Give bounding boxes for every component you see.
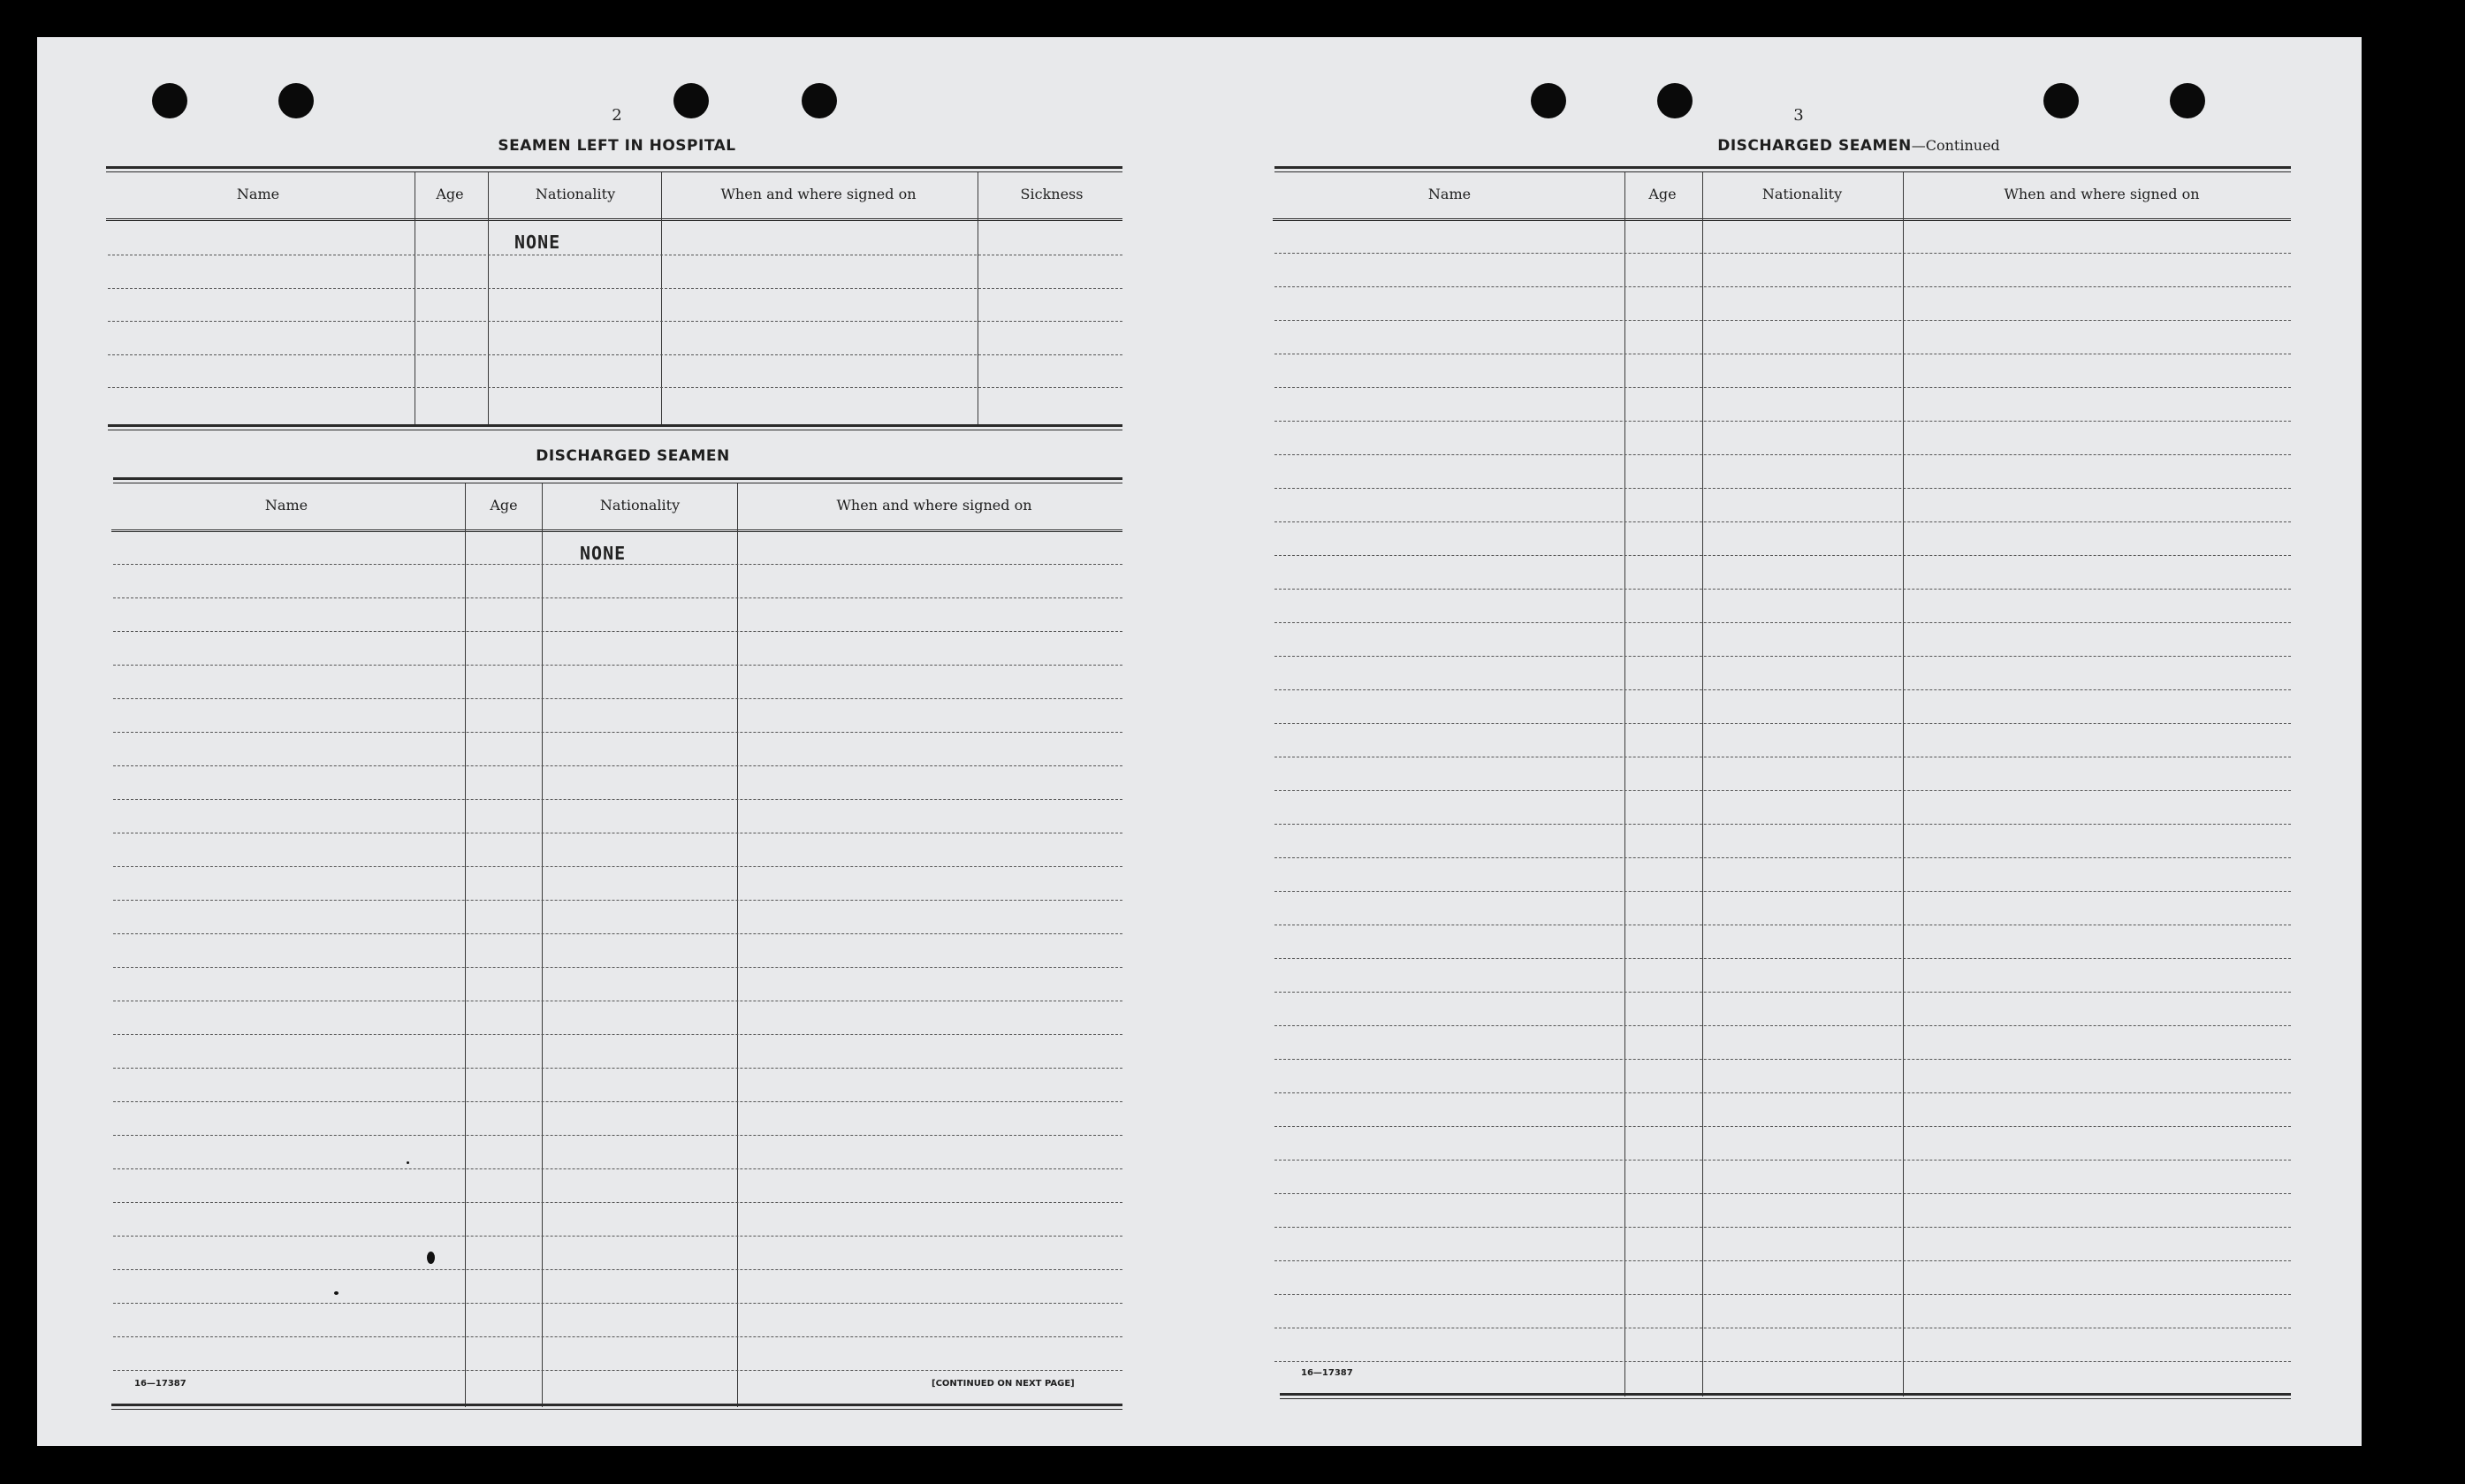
discharged-continued-title: DISCHARGED SEAMEN—Continued — [1717, 137, 2000, 155]
entry-row — [113, 1168, 1122, 1169]
entry-row — [108, 354, 1122, 355]
col-header-nationality: Nationality — [599, 497, 681, 514]
col-header-age: Age — [436, 186, 464, 202]
entry-row — [1274, 790, 2291, 791]
col-header-name: Name — [1427, 186, 1472, 202]
col-header-name: Name — [264, 497, 308, 514]
punch-hole — [278, 83, 314, 118]
continued-note: [CONTINUED ON NEXT PAGE] — [932, 1379, 1075, 1389]
entry-row — [113, 631, 1122, 632]
discharged-section-title: DISCHARGED SEAMEN — [536, 447, 730, 465]
entry-row — [1274, 387, 2291, 388]
entry-row — [1274, 286, 2291, 287]
col-header-signed-on: When and where signed on — [720, 186, 917, 202]
entry-row — [113, 732, 1122, 733]
entry-row — [1274, 891, 2291, 892]
entry-row — [108, 387, 1122, 388]
entry-row — [1274, 320, 2291, 321]
entry-row — [113, 665, 1122, 666]
entry-row — [1274, 857, 2291, 858]
entry-row — [113, 1068, 1122, 1069]
entry-row — [113, 1370, 1122, 1371]
entry-row — [113, 1269, 1122, 1270]
entry-row — [1274, 421, 2291, 422]
entry-row — [1274, 1193, 2291, 1194]
punch-hole — [1657, 83, 1693, 118]
entry-row — [113, 933, 1122, 934]
page-number-left: 2 — [612, 106, 622, 125]
entry-row — [1274, 1059, 2291, 1060]
entry-row — [113, 900, 1122, 901]
entry-row — [113, 1135, 1122, 1136]
entry-row — [113, 765, 1122, 766]
form-number-left: 16—17387 — [134, 1379, 186, 1389]
entry-row — [113, 799, 1122, 800]
entry-row — [113, 1236, 1122, 1237]
punch-hole — [802, 83, 837, 118]
entry-row — [108, 321, 1122, 322]
form-sheet — [37, 37, 2362, 1446]
punch-hole — [2043, 83, 2079, 118]
entry-row — [1274, 253, 2291, 254]
entry-row — [1274, 1361, 2291, 1362]
entry-row — [113, 866, 1122, 867]
entry-row — [1274, 824, 2291, 825]
col-header-sickness: Sickness — [1020, 186, 1084, 202]
entry-row — [108, 288, 1122, 289]
col-header-nationality: Nationality — [1761, 186, 1843, 202]
ink-speck — [407, 1161, 409, 1164]
entry-row — [113, 1034, 1122, 1035]
entry-row — [113, 698, 1122, 699]
entry-row — [1274, 521, 2291, 522]
punch-hole — [1531, 83, 1566, 118]
hospital-entry: NONE — [514, 232, 561, 253]
entry-row — [1274, 958, 2291, 959]
col-header-age: Age — [490, 497, 518, 514]
page-number-right: 3 — [1793, 106, 1804, 125]
entry-row — [1274, 689, 2291, 690]
entry-row — [1274, 1126, 2291, 1127]
col-header-signed-on: When and where signed on — [836, 497, 1032, 514]
entry-row — [1274, 723, 2291, 724]
hospital-section-title: SEAMEN LEFT IN HOSPITAL — [498, 137, 736, 155]
entry-row — [1274, 454, 2291, 455]
col-header-age: Age — [1648, 186, 1677, 202]
entry-row — [1274, 1092, 2291, 1093]
entry-row — [1274, 656, 2291, 657]
entry-row — [113, 597, 1122, 598]
col-header-name: Name — [236, 186, 280, 202]
entry-row — [113, 1336, 1122, 1337]
col-header-signed-on: When and where signed on — [2004, 186, 2200, 202]
entry-row — [1274, 1294, 2291, 1295]
ink-speck — [427, 1252, 435, 1264]
entry-row — [1274, 589, 2291, 590]
entry-row — [113, 564, 1122, 565]
entry-row — [1274, 992, 2291, 993]
entry-row — [113, 967, 1122, 968]
entry-row — [1274, 1160, 2291, 1161]
entry-row — [113, 1101, 1122, 1102]
entry-row — [1274, 1025, 2291, 1026]
form-number-right: 16—17387 — [1301, 1368, 1353, 1378]
entry-row — [113, 1202, 1122, 1203]
col-header-nationality: Nationality — [535, 186, 616, 202]
punch-hole — [673, 83, 709, 118]
entry-row — [1274, 555, 2291, 556]
entry-row — [1274, 1227, 2291, 1228]
punch-hole — [2170, 83, 2205, 118]
entry-row — [113, 1303, 1122, 1304]
ink-speck — [334, 1291, 339, 1295]
entry-row — [1274, 1260, 2291, 1261]
entry-row — [1274, 622, 2291, 623]
punch-hole — [152, 83, 187, 118]
discharged-entry: NONE — [580, 543, 627, 564]
entry-row — [1274, 488, 2291, 489]
